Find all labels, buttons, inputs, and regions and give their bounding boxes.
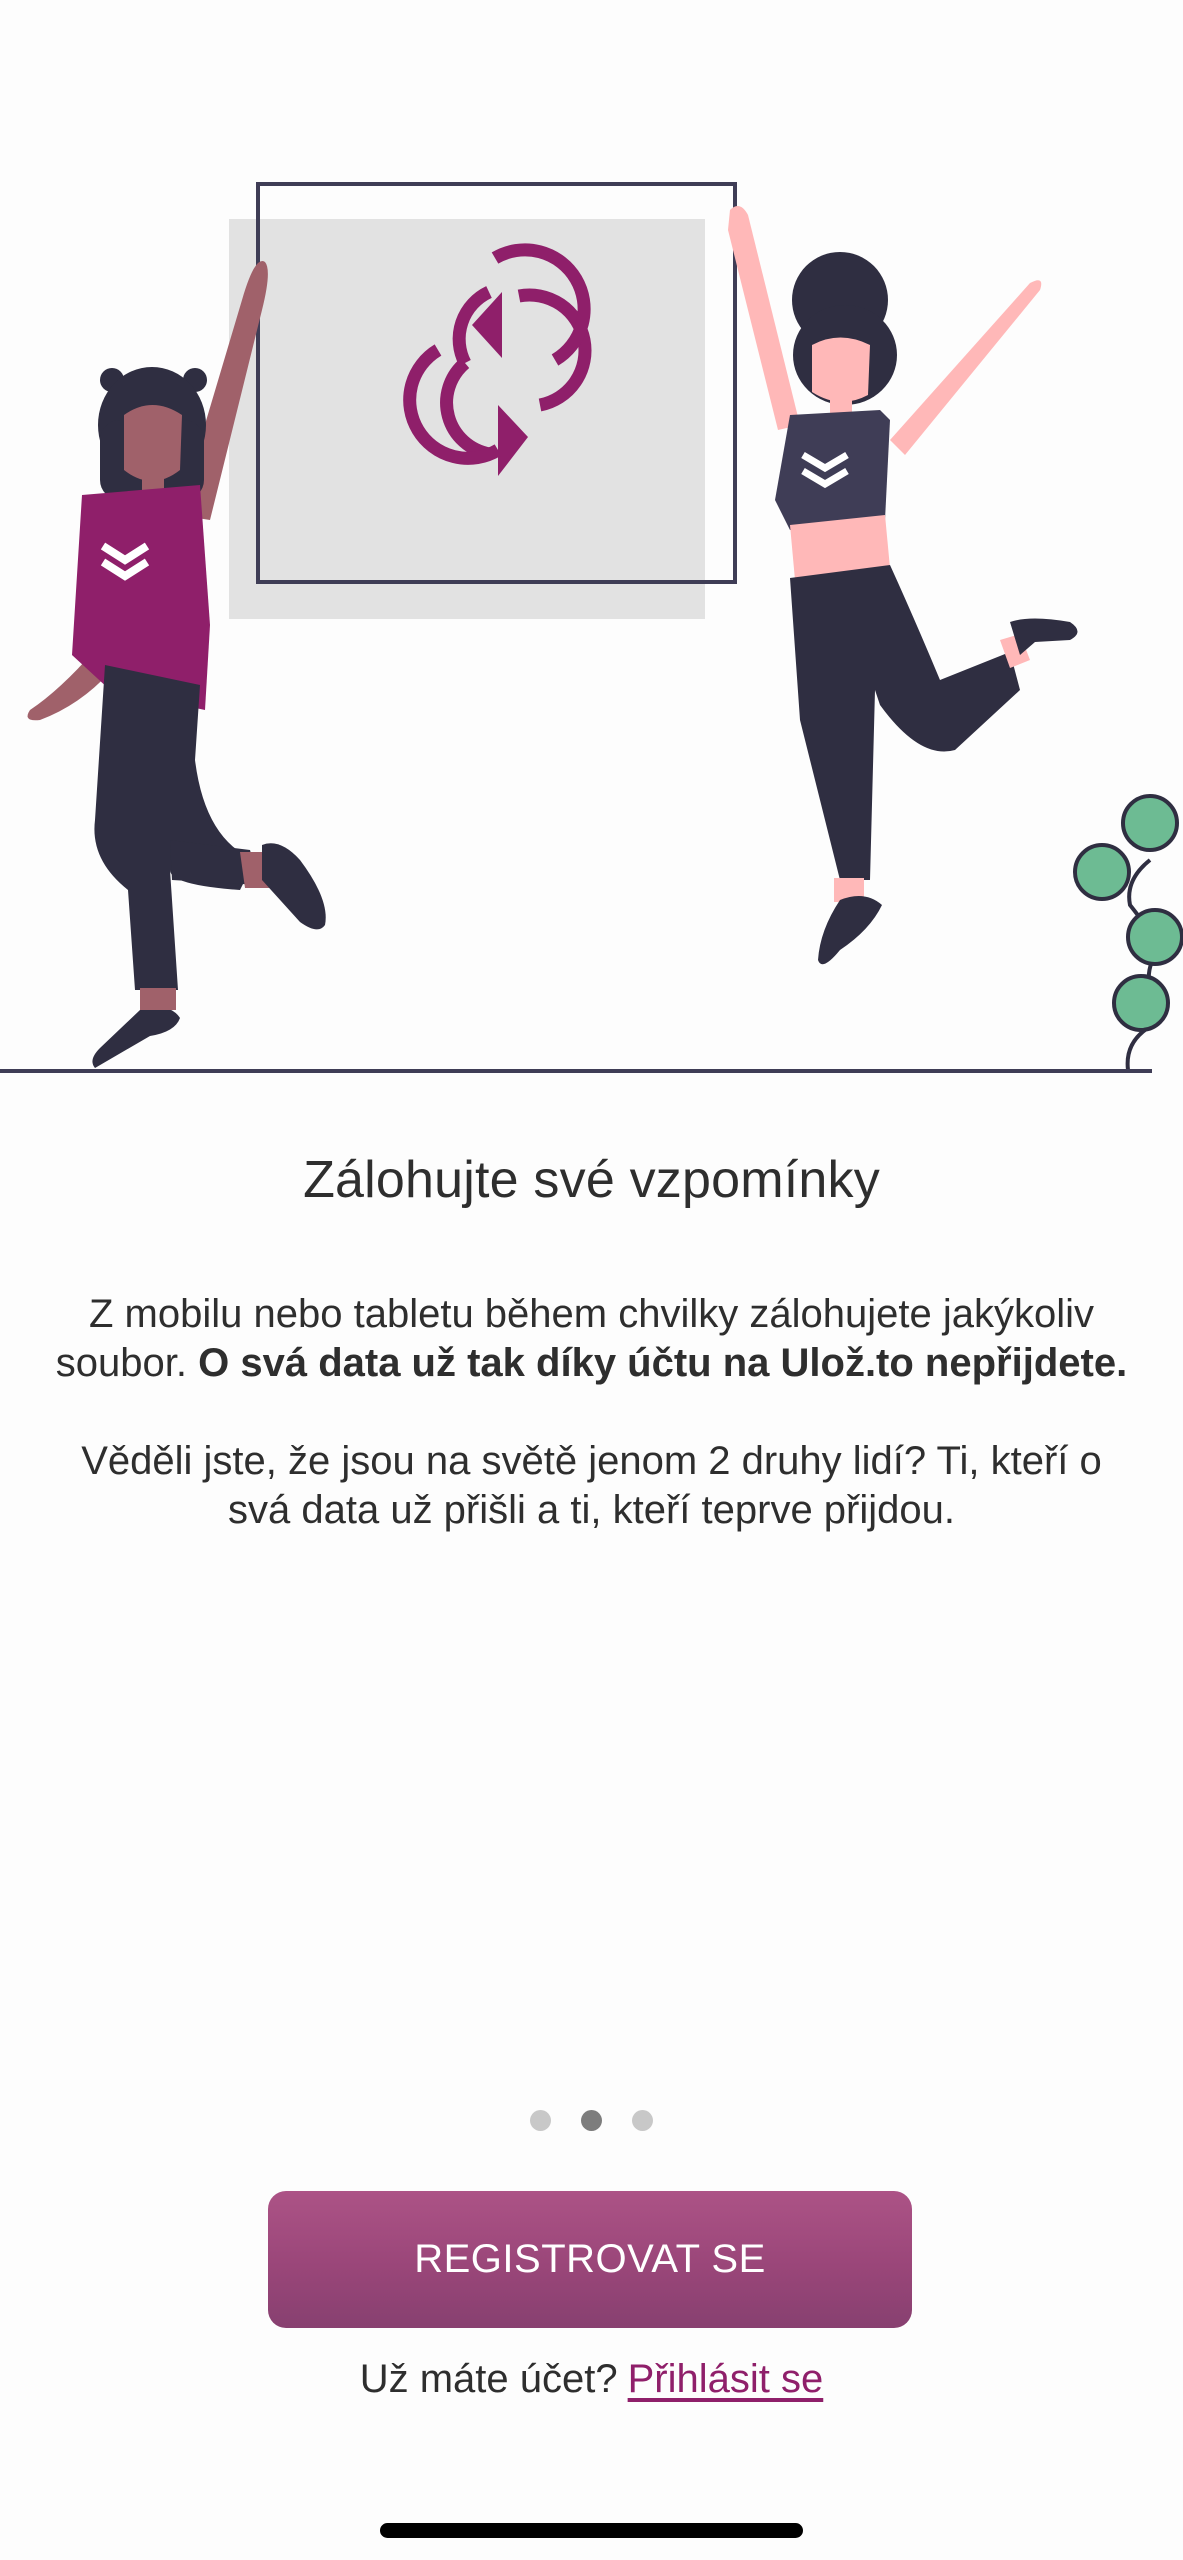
description: [50, 1290, 1133, 1584]
page-dot-3[interactable]: [632, 2110, 653, 2131]
home-indicator[interactable]: [380, 2523, 803, 2538]
page-indicator: [0, 2110, 1183, 2132]
page-dot-1[interactable]: [530, 2110, 551, 2131]
description-normal-text: Z mobilu nebo tabletu během chvilky zálohujete jakýkoliv soubor.: [55, 1292, 1094, 1385]
login-prompt: [0, 2357, 1183, 2402]
have-account-text: Už máte účet?: [359, 2357, 618, 2401]
right-figure: [728, 206, 1078, 964]
hero-illustration: [0, 0, 1183, 1080]
description-paragraph-2: Věděli jste, že jsou na světě jenom 2 druhy lidí? Ti, kteří o svá data už přišli a ti, kteří teprve přijdou.: [81, 1439, 1102, 1532]
frame-background: [229, 219, 705, 619]
description-bold-text: O svá data už tak díky účtu na Ulož.to nepřijdete.: [198, 1341, 1128, 1385]
plant-illustration: [1075, 796, 1182, 1070]
page-title: Zálohujte své vzpomínky: [303, 1151, 880, 1209]
page-dot-2-active[interactable]: [581, 2110, 602, 2131]
login-link[interactable]: Přihlásit se: [627, 2357, 824, 2401]
register-button[interactable]: REGISTROVAT SE: [268, 2191, 912, 2328]
description-paragraph-1: [50, 1290, 1133, 1388]
